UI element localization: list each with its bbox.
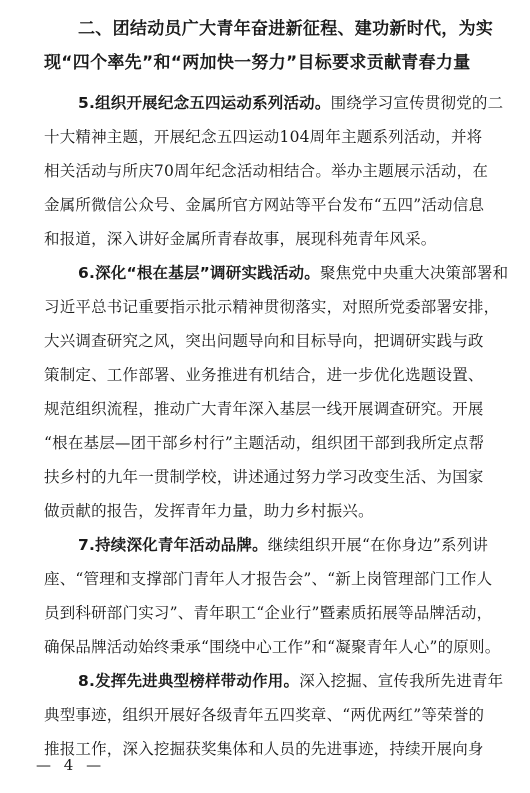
- paragraph-line: 确保品牌活动始终秉承“围绕中心工作”和“凝聚青年人心”的原则。: [44, 638, 501, 656]
- paragraph-line: 典型事迹，组织开展好各级青年五四奖章、“两优两红”等荣誉的: [44, 706, 485, 724]
- paragraph-line: 金属所微信公众号、金属所官方网站等平台发布“五四”活动信息: [44, 196, 485, 214]
- paragraph-lead: 8.发挥先进典型榜样带动作用。: [78, 672, 300, 690]
- paragraph-line: 座、“管理和支撑部门青年人才报告会”、“新上岗管理部门工作人: [44, 570, 493, 588]
- paragraph-8: [44, 664, 504, 766]
- paragraph-text: 围绕学习宣传贯彻党的二: [330, 94, 504, 112]
- paragraph-line: 习近平总书记重要指示批示精神贯彻落实，对照所党委部署安排，: [44, 298, 500, 316]
- paragraph-line: 策制定、工作部署、业务推进有机结合，进一步优化选题设置、: [44, 366, 484, 384]
- section-heading: [44, 12, 494, 80]
- paragraph-line: 和报道，深入讲好金属所青春故事，展现科苑青年风采。: [44, 230, 437, 248]
- paragraph-5: [44, 86, 504, 256]
- heading-line-2: 现“四个率先”和“两加快一努力”目标要求贡献青春力量: [44, 53, 471, 73]
- paragraph-line: 扶乡村的九年一贯制学校，讲述通过努力学习改变生活、为国家: [44, 468, 484, 486]
- paragraph-line: 十大精神主题，开展纪念五四运动104周年主题系列活动，并将: [44, 128, 483, 146]
- page-number: — 4 —: [36, 756, 106, 774]
- paragraph-line: 大兴调查研究之风，突出问题导向和目标导向，把调研实践与政: [44, 332, 484, 350]
- paragraph-lead: 7.持续深化青年活动品牌。: [78, 536, 268, 554]
- paragraph-line: 推报工作，深入挖掘获奖集体和人员的先进事迹，持续开展向身: [44, 740, 484, 758]
- paragraph-text: 深入挖掘、宣传我所先进青年: [299, 672, 504, 690]
- paragraph-text: 聚焦党中央重大决策部署和: [319, 264, 509, 282]
- paragraph-line: 相关活动与所庆70周年纪念活动相结合。举办主题展示活动，在: [44, 162, 489, 180]
- heading-line-1: 二、团结动员广大青年奋进新征程、建功新时代，为实: [78, 19, 494, 39]
- document-body: [44, 86, 509, 766]
- paragraph-lead: 5.组织开展纪念五四运动系列活动。: [78, 94, 331, 112]
- paragraph-text: 继续组织开展“在你身边”系列讲: [267, 536, 489, 554]
- paragraph-line: 员到科研部门实习”、青年职工“企业行”暨素质拓展等品牌活动，: [44, 604, 493, 622]
- paragraph-lead: 6.深化“根在基层”调研实践活动。: [78, 264, 320, 282]
- paragraph-line: 规范组织流程，推动广大青年深入基层一线开展调查研究。开展: [44, 400, 484, 418]
- paragraph-line: 做贡献的报告，发挥青年力量，助力乡村振兴。: [44, 502, 374, 520]
- paragraph-7: [44, 528, 501, 664]
- paragraph-line: “根在基层—团干部乡村行”主题活动，组织团干部到我所定点帮: [44, 434, 485, 452]
- paragraph-6: [44, 256, 509, 528]
